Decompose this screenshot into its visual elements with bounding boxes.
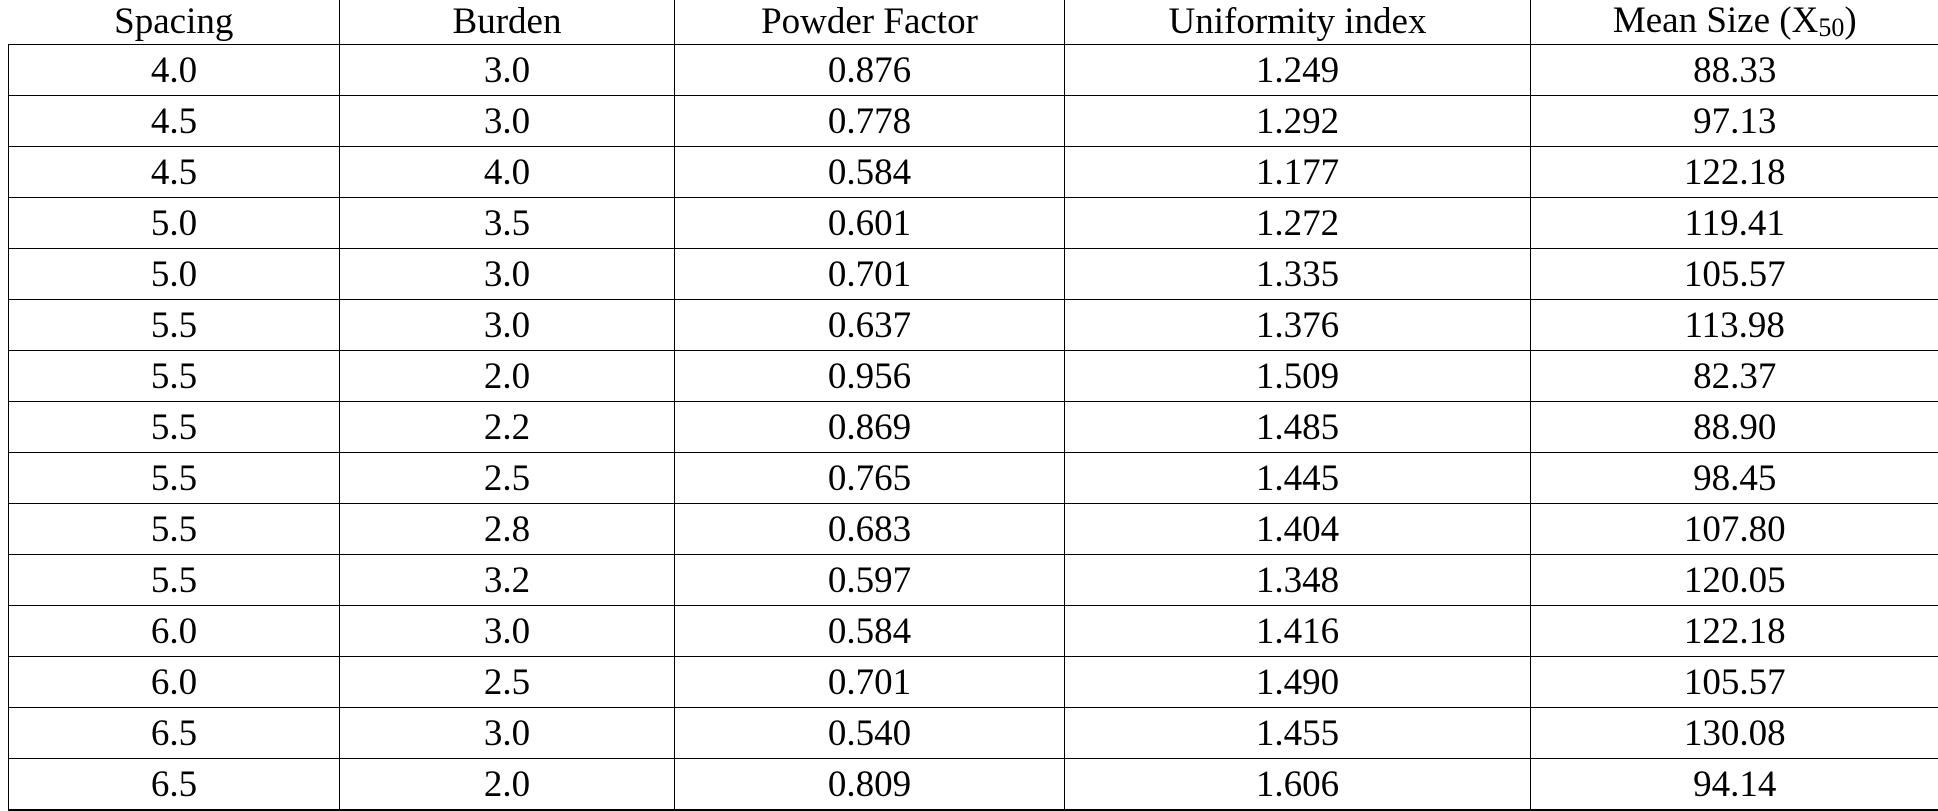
cell-mean-size: 130.08: [1531, 708, 1938, 759]
header-mean-size-subscript: 50: [1818, 13, 1844, 42]
table-row: [9, 555, 1938, 606]
cell-uniformity-index: 1.404: [1065, 504, 1531, 555]
table-row: [9, 147, 1938, 198]
cell-mean-size: 98.45: [1531, 453, 1938, 504]
cell-burden: 2.0: [340, 351, 675, 402]
header-burden: Burden: [340, 0, 675, 45]
table-row: [9, 759, 1938, 811]
cell-uniformity-index: 1.416: [1065, 606, 1531, 657]
table-row: [9, 453, 1938, 504]
cell-mean-size: 88.33: [1531, 45, 1938, 96]
cell-uniformity-index: 1.249: [1065, 45, 1531, 96]
cell-powder-factor: 0.809: [675, 759, 1065, 811]
cell-mean-size: 82.37: [1531, 351, 1938, 402]
header-spacing: Spacing: [9, 0, 340, 45]
cell-burden: 3.0: [340, 249, 675, 300]
header-uniformity-index: Uniformity index: [1065, 0, 1531, 45]
table-row: [9, 657, 1938, 708]
cell-burden: 3.0: [340, 606, 675, 657]
cell-powder-factor: 0.584: [675, 147, 1065, 198]
cell-powder-factor: 0.956: [675, 351, 1065, 402]
cell-burden: 3.0: [340, 96, 675, 147]
table-row: [9, 249, 1938, 300]
cell-powder-factor: 0.683: [675, 504, 1065, 555]
cell-mean-size: 122.18: [1531, 147, 1938, 198]
table-row: [9, 96, 1938, 147]
cell-spacing: 6.0: [9, 606, 340, 657]
cell-uniformity-index: 1.606: [1065, 759, 1531, 811]
cell-mean-size: 122.18: [1531, 606, 1938, 657]
cell-powder-factor: 0.597: [675, 555, 1065, 606]
cell-mean-size: 97.13: [1531, 96, 1938, 147]
cell-burden: 3.2: [340, 555, 675, 606]
cell-uniformity-index: 1.292: [1065, 96, 1531, 147]
table-body: [9, 45, 1938, 811]
cell-spacing: 6.5: [9, 708, 340, 759]
header-row: [9, 0, 1938, 45]
header-mean-size-label: Mean Size (X: [1613, 0, 1819, 41]
cell-spacing: 4.5: [9, 147, 340, 198]
table-row: [9, 300, 1938, 351]
cell-mean-size: 88.90: [1531, 402, 1938, 453]
cell-spacing: 5.5: [9, 453, 340, 504]
cell-mean-size: 105.57: [1531, 657, 1938, 708]
cell-mean-size: 107.80: [1531, 504, 1938, 555]
table-row: [9, 45, 1938, 96]
cell-spacing: 6.0: [9, 657, 340, 708]
cell-uniformity-index: 1.335: [1065, 249, 1531, 300]
cell-spacing: 5.5: [9, 351, 340, 402]
cell-uniformity-index: 1.445: [1065, 453, 1531, 504]
cell-burden: 3.0: [340, 300, 675, 351]
cell-powder-factor: 0.584: [675, 606, 1065, 657]
cell-spacing: 5.5: [9, 555, 340, 606]
cell-powder-factor: 0.701: [675, 657, 1065, 708]
header-powder-factor: Powder Factor: [675, 0, 1065, 45]
cell-uniformity-index: 1.455: [1065, 708, 1531, 759]
cell-powder-factor: 0.701: [675, 249, 1065, 300]
cell-uniformity-index: 1.348: [1065, 555, 1531, 606]
cell-mean-size: 94.14: [1531, 759, 1938, 811]
cell-spacing: 5.0: [9, 249, 340, 300]
cell-mean-size: 113.98: [1531, 300, 1938, 351]
cell-burden: 3.0: [340, 708, 675, 759]
cell-powder-factor: 0.601: [675, 198, 1065, 249]
table-row: [9, 708, 1938, 759]
table-header: [9, 0, 1938, 45]
cell-spacing: 6.5: [9, 759, 340, 811]
cell-spacing: 4.5: [9, 96, 340, 147]
cell-spacing: 5.5: [9, 402, 340, 453]
cell-mean-size: 119.41: [1531, 198, 1938, 249]
table-row: [9, 504, 1938, 555]
cell-powder-factor: 0.765: [675, 453, 1065, 504]
cell-burden: 3.0: [340, 45, 675, 96]
table-row: [9, 351, 1938, 402]
cell-powder-factor: 0.876: [675, 45, 1065, 96]
cell-mean-size: 120.05: [1531, 555, 1938, 606]
cell-uniformity-index: 1.509: [1065, 351, 1531, 402]
cell-uniformity-index: 1.376: [1065, 300, 1531, 351]
cell-burden: 2.5: [340, 657, 675, 708]
cell-uniformity-index: 1.272: [1065, 198, 1531, 249]
header-mean-size-suffix: ): [1844, 0, 1856, 41]
cell-burden: 2.2: [340, 402, 675, 453]
cell-burden: 3.5: [340, 198, 675, 249]
cell-uniformity-index: 1.177: [1065, 147, 1531, 198]
cell-uniformity-index: 1.490: [1065, 657, 1531, 708]
table-row: [9, 402, 1938, 453]
cell-burden: 2.5: [340, 453, 675, 504]
cell-powder-factor: 0.540: [675, 708, 1065, 759]
cell-burden: 2.0: [340, 759, 675, 811]
cell-powder-factor: 0.869: [675, 402, 1065, 453]
table-row: [9, 606, 1938, 657]
cell-powder-factor: 0.778: [675, 96, 1065, 147]
header-mean-size: [1531, 0, 1938, 45]
cell-uniformity-index: 1.485: [1065, 402, 1531, 453]
cell-burden: 4.0: [340, 147, 675, 198]
cell-mean-size: 105.57: [1531, 249, 1938, 300]
cell-spacing: 5.5: [9, 504, 340, 555]
cell-spacing: 5.5: [9, 300, 340, 351]
cell-burden: 2.8: [340, 504, 675, 555]
cell-spacing: 5.0: [9, 198, 340, 249]
table-row: [9, 198, 1938, 249]
cell-powder-factor: 0.637: [675, 300, 1065, 351]
data-table: [8, 0, 1938, 811]
data-table-container: [8, 0, 1938, 811]
cell-spacing: 4.0: [9, 45, 340, 96]
